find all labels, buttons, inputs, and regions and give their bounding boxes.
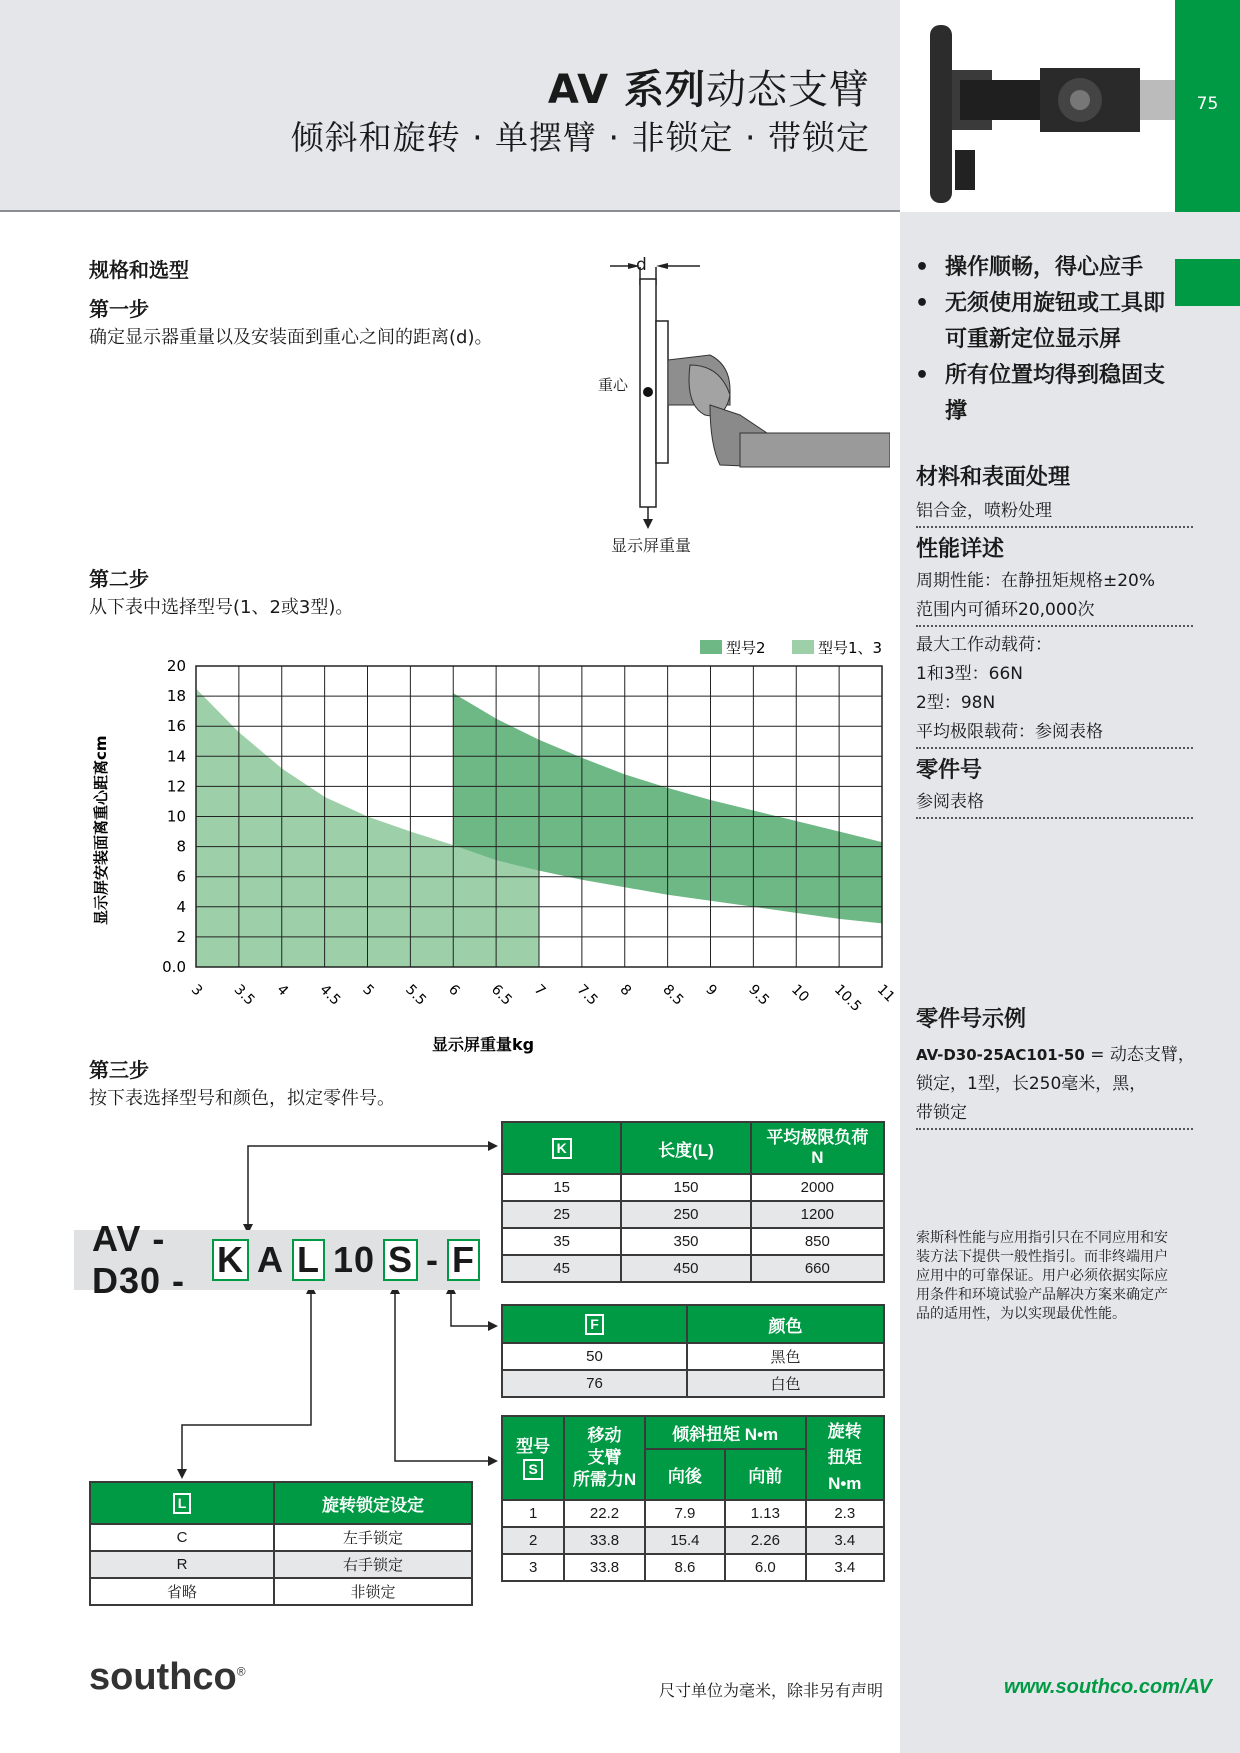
performance-title: 性能详述 — [916, 537, 1005, 562]
chart-x-tick-label: 8.5 — [659, 981, 687, 1009]
chart-y-tick-label: 4 — [176, 897, 186, 916]
chart-x-tick-label: 8 — [616, 981, 635, 1000]
chart-x-tick-label: 7.5 — [573, 981, 601, 1009]
load-text-3: 2型：98N — [916, 693, 996, 713]
chart-x-tick-label: 11 — [873, 981, 898, 1006]
chart-x-tick-label: 3 — [187, 981, 206, 1000]
sidebar-band — [900, 212, 1240, 1753]
table-model-torque: 型号 S 移动 支臂 所需力N 倾斜扭矩 N•m 旋转 扭矩 N•m 向後 向前 1 22.2 7.9 1.13 2.3 2 33.8 15.4 2.26 3.4 3 33.8 8.6 6.0 3.4 — [501, 1415, 885, 1582]
load-chart — [70, 625, 900, 1065]
chart-x-tick-label: 4 — [273, 981, 292, 1000]
example-block: 零件号示例 AV-D30-25AC101-50 = 动态支臂， 锁定，1型，长250毫米，黑， 带锁定 — [916, 1002, 1195, 1130]
partno-text: 参阅表格 — [916, 792, 984, 812]
step1-text: 确定显示器重量以及安装面到重心之间的距离(d)。 — [89, 327, 493, 348]
chart-y-tick-label: 6 — [176, 867, 186, 886]
spec-heading: 规格和选型 — [89, 258, 189, 282]
table-row: C 左手锁定 — [90, 1524, 472, 1551]
step2-title: 第二步 — [89, 567, 149, 591]
load-text-2: 1和3型：66N — [916, 664, 1023, 684]
diagram-d-label: d — [636, 255, 647, 275]
part-number-code: AV - D30 - K A L 10 S - F — [74, 1230, 480, 1290]
legend-series-2: 型号2 — [726, 639, 766, 657]
chart-y-tick-label: 2 — [176, 927, 186, 946]
chart-x-tick-label: 5.5 — [402, 981, 430, 1009]
table-row: 76 白色 — [502, 1370, 884, 1397]
step3-text: 按下表选择型号和颜色，拟定零件号。 — [89, 1088, 395, 1109]
chart-ylabel: 显示屏安装面离重心距离cm — [92, 735, 110, 925]
disclaimer: 索斯科性能与应用指引只在不同应用和安装方法下提供一般性指引。而非终端用户应用中的可靠保证。用户必须依据实际应用条件和环境试验产品解决方案来确定产品的适用性，为以实现最优性能。 — [916, 1230, 1168, 1322]
mount-diagram — [590, 255, 890, 555]
chart-x-tick-label: 10 — [788, 981, 812, 1006]
table-row: R 右手锁定 — [90, 1551, 472, 1578]
part-f-box: F — [447, 1239, 480, 1281]
table-row: 50 黑色 — [502, 1343, 884, 1370]
step1-title: 第一步 — [89, 297, 149, 321]
sidebar-specs — [916, 460, 1193, 819]
diagram-weight-label: 显示屏重量 — [611, 536, 692, 555]
step2-text: 从下表中选择型号(1、2或3型)。 — [89, 597, 354, 618]
chart-y-tick-label: 18 — [166, 687, 186, 706]
chart-y-tick-label: 10 — [166, 807, 186, 826]
diagram-cg-label: 重心 — [598, 376, 629, 394]
feature-item: • 所有位置均得到稳固支撑 — [915, 358, 1175, 430]
table-row: 25 250 1200 — [502, 1201, 884, 1228]
chart-y-tick-label: 12 — [166, 777, 186, 796]
part-k-box: K — [212, 1239, 249, 1281]
product-photo — [900, 0, 1175, 212]
southco-logo: southco® — [89, 1656, 246, 1698]
chart-x-tick-label: 4.5 — [316, 981, 344, 1009]
page-title: AV 系列动态支臂 — [547, 67, 870, 113]
step3-title: 第三步 — [89, 1058, 149, 1082]
chart-y-tick-label: 8 — [176, 837, 186, 856]
chart-y-tick-label: 14 — [166, 747, 186, 766]
page-subtitle: 倾斜和旋转 · 单摆臂 · 非锁定 · 带锁定 — [290, 118, 870, 157]
feature-item: • 操作顺畅，得心应手 — [915, 250, 1175, 286]
performance-text-2: 范围内可循环20,000次 — [916, 600, 1095, 620]
connector-lines — [0, 1130, 520, 1530]
chart-x-tick-label: 10.5 — [830, 981, 865, 1015]
table-row: 省略 非锁定 — [90, 1578, 472, 1605]
table-rotation-lock: L 旋转锁定设定 C 左手锁定 R 右手锁定 省略 非锁定 — [89, 1481, 473, 1606]
performance-text: 周期性能：在静扭矩规格±20% — [916, 571, 1156, 591]
table-row: 1 22.2 7.9 1.13 2.3 — [502, 1500, 884, 1527]
table-row: 45 450 660 — [502, 1255, 884, 1282]
feature-list — [915, 250, 1175, 430]
chart-y-tick-label: 20 — [166, 657, 186, 675]
material-text: 铝合金，喷粉处理 — [916, 501, 1052, 521]
table-length: K 长度(L) 平均极限负荷 N 15 150 2000 25 250 1200 35 350 850 45 450 660 — [501, 1121, 885, 1283]
chart-legend — [700, 639, 882, 657]
chart-x-tick-label: 3.5 — [230, 981, 258, 1009]
part-l-box: L — [292, 1239, 325, 1281]
load-text-1: 最大工作动载荷： — [916, 635, 1052, 655]
table-row: 3 33.8 8.6 6.0 3.4 — [502, 1554, 884, 1581]
table-row: 35 350 850 — [502, 1228, 884, 1255]
chart-x-tick-label: 9 — [702, 981, 720, 1000]
part-s-box: S — [383, 1239, 418, 1281]
example-title: 零件号示例 — [916, 1007, 1027, 1032]
table-row: 15 150 2000 — [502, 1174, 884, 1201]
chart-xlabel: 显示屏重量kg — [431, 1035, 535, 1054]
partno-title: 零件号 — [916, 758, 983, 783]
table-color: F 颜色 50 黑色 76 白色 — [501, 1304, 885, 1398]
footer-url[interactable]: www.southco.com/AV — [1004, 1676, 1212, 1698]
green-tab — [1175, 259, 1240, 306]
chart-y-tick-label: 0.0 — [162, 958, 186, 976]
chart-x-tick-label: 5 — [359, 981, 377, 1000]
legend-series-13: 型号1、3 — [818, 639, 883, 657]
chart-x-tick-label: 6.5 — [487, 981, 515, 1009]
example-code: AV-D30-25AC101-50 — [916, 1046, 1085, 1064]
page-number: 75 — [1196, 94, 1219, 114]
chart-x-tick-label: 6 — [445, 981, 463, 1000]
chart-x-tick-label: 7 — [530, 981, 549, 1000]
footer-note: 尺寸单位为毫米，除非另有声明 — [659, 1681, 884, 1700]
material-title: 材料和表面处理 — [916, 465, 1071, 490]
load-text-4: 平均极限载荷：参阅表格 — [916, 722, 1103, 742]
table-row: 2 33.8 15.4 2.26 3.4 — [502, 1527, 884, 1554]
chart-y-tick-label: 16 — [166, 717, 186, 736]
chart-x-tick-label: 9.5 — [745, 981, 773, 1009]
feature-item: • 无须使用旋钮或工具即可重新定位显示屏 — [915, 286, 1175, 358]
